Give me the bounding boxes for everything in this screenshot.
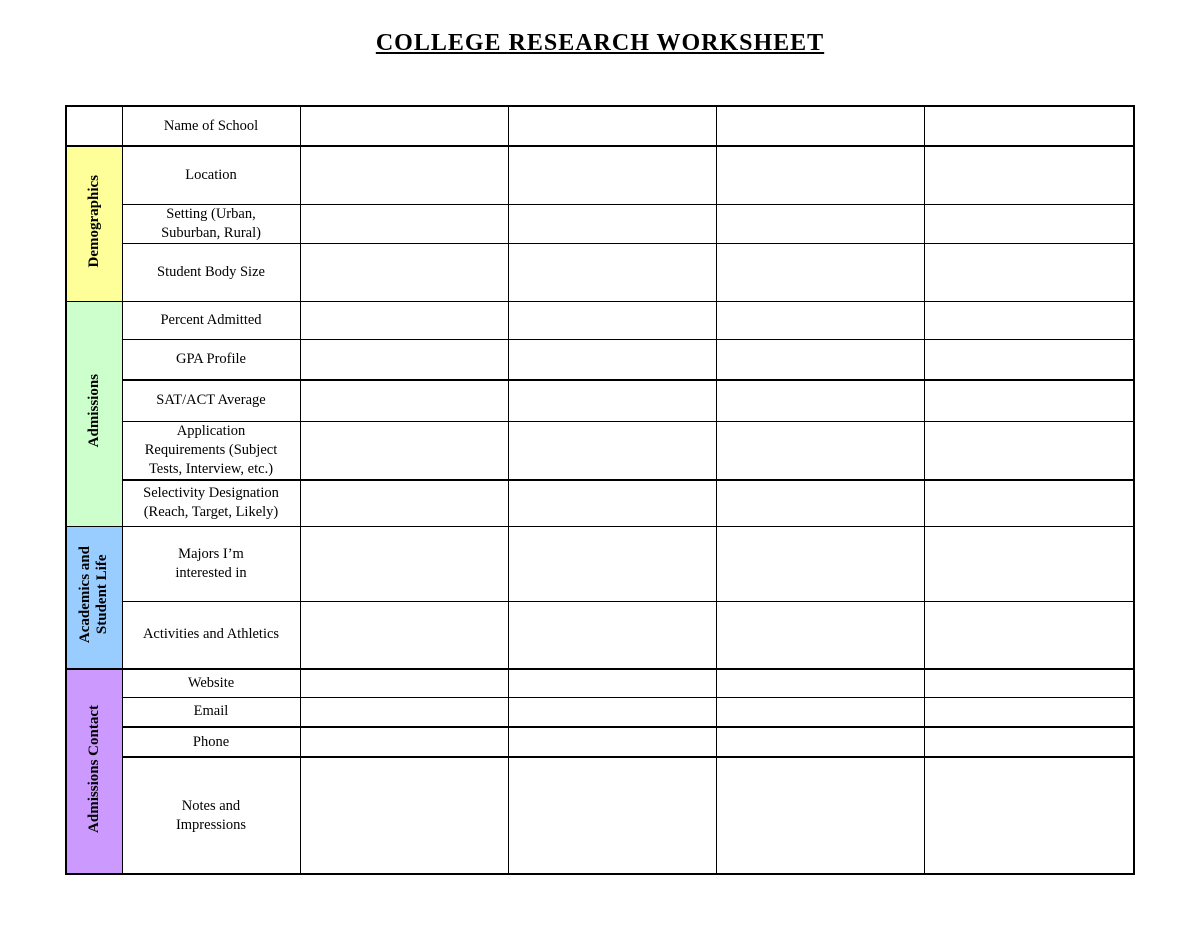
school-1-website-cell[interactable]	[300, 669, 508, 697]
table-row-majors	[66, 526, 1134, 601]
school-1-location-cell[interactable]	[300, 146, 508, 204]
school-2-name-cell[interactable]	[508, 106, 716, 146]
category-contact	[66, 669, 122, 874]
school-1-activities-cell[interactable]	[300, 601, 508, 669]
school-3-name-cell[interactable]	[716, 106, 924, 146]
school-2-majors-cell[interactable]	[508, 526, 716, 601]
school-2-gpa-profile-cell[interactable]	[508, 339, 716, 380]
row-label-sat-act-average: SAT/ACT Average	[122, 380, 300, 421]
school-3-notes-cell[interactable]	[716, 757, 924, 874]
school-1-application-requirements-cell[interactable]	[300, 421, 508, 480]
row-label-selectivity-designation: Selectivity Designation (Reach, Target, Likely)	[122, 480, 300, 526]
row-label-activities: Activities and Athletics	[122, 601, 300, 669]
school-4-location-cell[interactable]	[924, 146, 1134, 204]
school-4-selectivity-designation-cell[interactable]	[924, 480, 1134, 526]
school-1-selectivity-designation-cell[interactable]	[300, 480, 508, 526]
school-4-percent-admitted-cell[interactable]	[924, 301, 1134, 339]
row-label-percent-admitted: Percent Admitted	[122, 301, 300, 339]
school-3-application-requirements-cell[interactable]	[716, 421, 924, 480]
corner-cell	[66, 106, 122, 146]
school-2-selectivity-designation-cell[interactable]	[508, 480, 716, 526]
table-row-application-requirements	[66, 421, 1134, 480]
school-1-name-cell[interactable]	[300, 106, 508, 146]
school-4-student-body-size-cell[interactable]	[924, 243, 1134, 301]
table-row-email	[66, 697, 1134, 727]
school-4-setting-cell[interactable]	[924, 204, 1134, 243]
school-3-majors-cell[interactable]	[716, 526, 924, 601]
school-2-notes-cell[interactable]	[508, 757, 716, 874]
school-4-website-cell[interactable]	[924, 669, 1134, 697]
school-2-email-cell[interactable]	[508, 697, 716, 727]
school-1-email-cell[interactable]	[300, 697, 508, 727]
school-1-gpa-profile-cell[interactable]	[300, 339, 508, 380]
row-label-phone: Phone	[122, 727, 300, 757]
row-label-email: Email	[122, 697, 300, 727]
table-row-website	[66, 669, 1134, 697]
school-2-student-body-size-cell[interactable]	[508, 243, 716, 301]
table-row-selectivity-designation	[66, 480, 1134, 526]
school-3-percent-admitted-cell[interactable]	[716, 301, 924, 339]
row-label-website: Website	[122, 669, 300, 697]
row-label-application-requirements: Application Requirements (Subject Tests, Interview, etc.)	[122, 421, 300, 480]
category-admissions	[66, 301, 122, 526]
school-1-majors-cell[interactable]	[300, 526, 508, 601]
table-row-student-body-size	[66, 243, 1134, 301]
school-4-name-cell[interactable]	[924, 106, 1134, 146]
school-1-notes-cell[interactable]	[300, 757, 508, 874]
school-3-activities-cell[interactable]	[716, 601, 924, 669]
school-2-activities-cell[interactable]	[508, 601, 716, 669]
school-4-email-cell[interactable]	[924, 697, 1134, 727]
research-table	[65, 105, 1135, 875]
school-3-website-cell[interactable]	[716, 669, 924, 697]
table-row-notes	[66, 757, 1134, 874]
school-2-application-requirements-cell[interactable]	[508, 421, 716, 480]
row-label-name-of-school: Name of School	[122, 106, 300, 146]
school-3-location-cell[interactable]	[716, 146, 924, 204]
school-3-student-body-size-cell[interactable]	[716, 243, 924, 301]
table-row-name-of-school	[66, 106, 1134, 146]
table-row-setting	[66, 204, 1134, 243]
school-3-email-cell[interactable]	[716, 697, 924, 727]
school-4-majors-cell[interactable]	[924, 526, 1134, 601]
school-4-phone-cell[interactable]	[924, 727, 1134, 757]
school-3-selectivity-designation-cell[interactable]	[716, 480, 924, 526]
category-label-admissions: Admissions	[85, 374, 102, 448]
school-2-phone-cell[interactable]	[508, 727, 716, 757]
table-row-gpa-profile	[66, 339, 1134, 380]
school-2-setting-cell[interactable]	[508, 204, 716, 243]
school-2-website-cell[interactable]	[508, 669, 716, 697]
table-row-sat-act-average	[66, 380, 1134, 421]
school-4-sat-act-average-cell[interactable]	[924, 380, 1134, 421]
school-1-phone-cell[interactable]	[300, 727, 508, 757]
school-2-sat-act-average-cell[interactable]	[508, 380, 716, 421]
school-2-percent-admitted-cell[interactable]	[508, 301, 716, 339]
row-label-student-body-size: Student Body Size	[122, 243, 300, 301]
school-1-student-body-size-cell[interactable]	[300, 243, 508, 301]
school-1-setting-cell[interactable]	[300, 204, 508, 243]
row-label-notes: Notes and Impressions	[122, 757, 300, 874]
school-2-location-cell[interactable]	[508, 146, 716, 204]
category-label-academics: Academics and Student Life	[77, 546, 111, 644]
category-label-contact: Admissions Contact	[85, 705, 102, 833]
row-label-setting: Setting (Urban, Suburban, Rural)	[122, 204, 300, 243]
category-demographics	[66, 146, 122, 301]
school-3-setting-cell[interactable]	[716, 204, 924, 243]
table-row-location	[66, 146, 1134, 204]
school-1-percent-admitted-cell[interactable]	[300, 301, 508, 339]
row-label-location: Location	[122, 146, 300, 204]
table-row-activities	[66, 601, 1134, 669]
category-academics	[66, 526, 122, 669]
school-3-sat-act-average-cell[interactable]	[716, 380, 924, 421]
school-4-application-requirements-cell[interactable]	[924, 421, 1134, 480]
row-label-gpa-profile: GPA Profile	[122, 339, 300, 380]
school-3-phone-cell[interactable]	[716, 727, 924, 757]
school-3-gpa-profile-cell[interactable]	[716, 339, 924, 380]
table-row-percent-admitted	[66, 301, 1134, 339]
school-4-notes-cell[interactable]	[924, 757, 1134, 874]
category-label-demographics: Demographics	[85, 175, 102, 268]
page-title: COLLEGE RESEARCH WORKSHEET	[375, 30, 825, 56]
school-1-sat-act-average-cell[interactable]	[300, 380, 508, 421]
school-4-activities-cell[interactable]	[924, 601, 1134, 669]
table-row-phone	[66, 727, 1134, 757]
school-4-gpa-profile-cell[interactable]	[924, 339, 1134, 380]
row-label-majors: Majors I’m interested in	[122, 526, 300, 601]
